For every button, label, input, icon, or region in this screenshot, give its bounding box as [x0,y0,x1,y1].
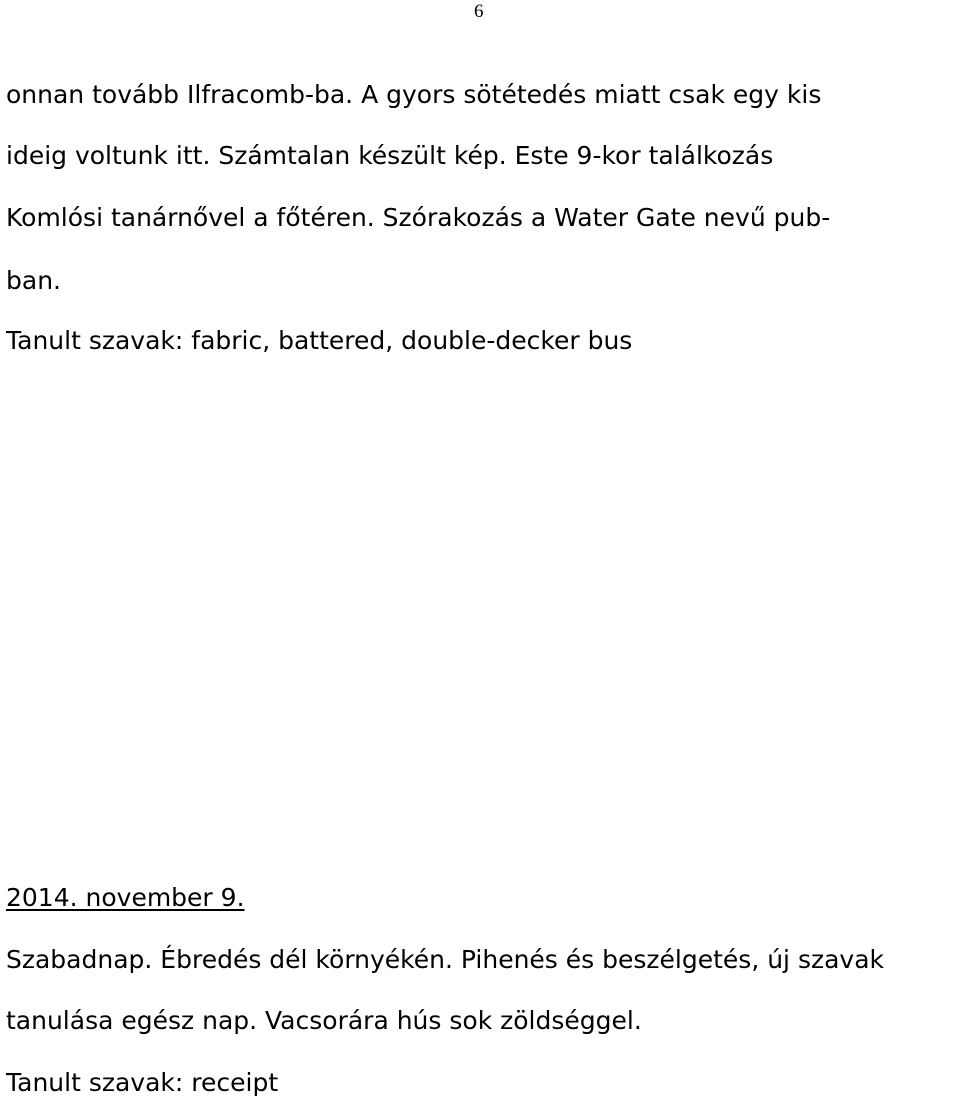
page-number: 6 [474,1,484,22]
paragraph-line: ban. [6,266,61,295]
paragraph-line: tanulása egész nap. Vacsorára hús sok zöldséggel. [6,1006,642,1035]
entry-date: 2014. november 9. [6,883,245,912]
paragraph-line: Szabadnap. Ébredés dél környékén. Pihenés és beszélgetés, új szavak [6,945,885,974]
learned-words: Tanult szavak: fabric, battered, double-decker bus [6,326,633,355]
paragraph-line: onnan tovább Ilfracomb-ba. A gyors sötétedés miatt csak egy kis [6,80,822,109]
learned-words: Tanult szavak: receipt [6,1068,279,1097]
paragraph-line: ideig voltunk itt. Számtalan készült kép. Este 9-kor találkozás [6,141,774,170]
paragraph-line: Komlósi tanárnővel a főtéren. Szórakozás a Water Gate nevű pub- [6,203,831,232]
